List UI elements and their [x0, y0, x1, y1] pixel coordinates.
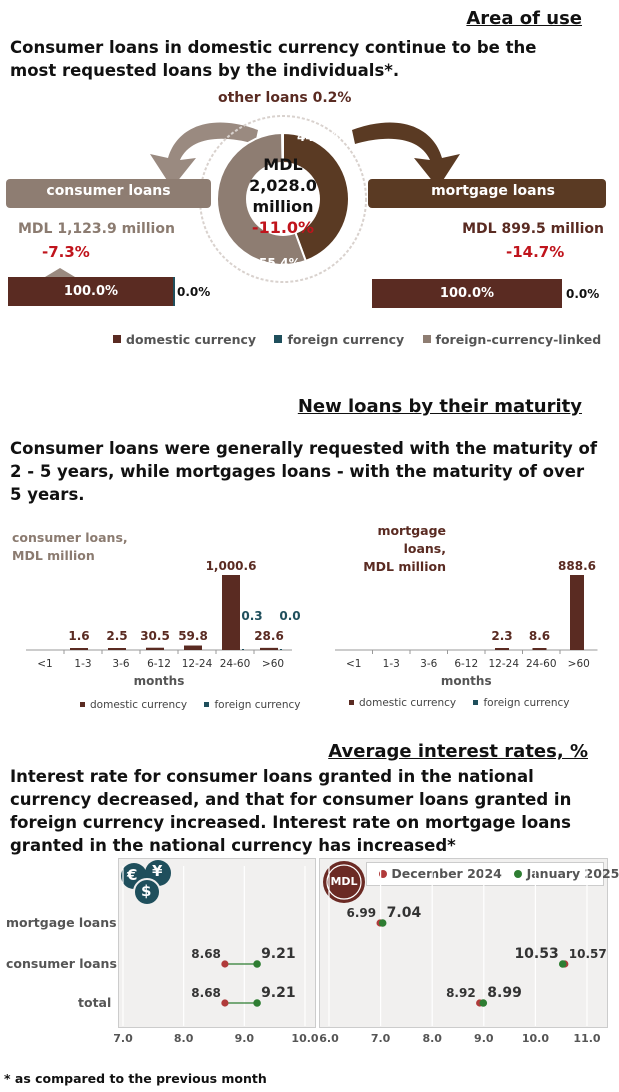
- dot-jan-2: [253, 999, 261, 1007]
- value-low-2: 8.92: [446, 986, 476, 1000]
- value-high-2: 8.99: [487, 985, 522, 1001]
- bar-domestic-6: [570, 575, 584, 650]
- maturity-lead: Consumer loans were generally requested with the maturity of 2 - 5 years, while mortgages loans - with the maturity of over 5 years.: [10, 439, 598, 504]
- label-domestic-5: 1,000.6: [205, 559, 257, 573]
- consumer-legend-domestic-label: domestic currency: [90, 698, 188, 711]
- mortgage-currency-bar: [372, 279, 562, 308]
- other-loans-share: other loans 0.2%: [218, 90, 352, 106]
- xtick-3: 9.0: [474, 1032, 494, 1045]
- bar-domestic-5: [222, 575, 240, 650]
- mortgage-loans-amount: MDL 899.5 million: [462, 221, 604, 237]
- label-domestic-6: 888.6: [558, 559, 596, 573]
- legend-linked: [423, 332, 602, 347]
- consumer-bar-tail: [173, 277, 175, 306]
- bar-domestic-2: [108, 648, 126, 650]
- bar-foreign-5: [242, 649, 244, 650]
- legend-foreign-label: foreign currency: [287, 331, 405, 347]
- legend-domestic-label: domestic currency: [126, 331, 257, 347]
- value-low-1: 8.68: [191, 947, 221, 961]
- dot-jan-0: [379, 919, 387, 927]
- value-high-1: 9.21: [261, 946, 296, 962]
- label-domestic-4: 2.3: [491, 629, 513, 643]
- xtick-1: 7.0: [370, 1032, 391, 1045]
- mortgage-maturity-title-2: MDL million: [363, 559, 446, 574]
- consumer-legend-foreign-label: foreign currency: [214, 698, 301, 711]
- area-of-use-title: Area of use: [466, 8, 582, 29]
- mdl-badge-text: MDL: [330, 875, 358, 888]
- tick-1: 1-3: [74, 658, 92, 670]
- dollar-symbol: $: [141, 882, 152, 900]
- xtick-0: 6.0: [319, 1032, 339, 1045]
- consumer-currency-bar: [8, 277, 174, 306]
- donut-center-total: [243, 154, 323, 238]
- dot-dec-1: [221, 960, 228, 967]
- mortgage-legend-domestic: [349, 697, 456, 709]
- xtick-0: 7.0: [113, 1032, 133, 1045]
- bar-domestic-4: [184, 646, 202, 650]
- value-low-1: 10.53: [514, 946, 559, 962]
- tick-6: >60: [567, 658, 590, 670]
- xtick-2: 8.0: [422, 1032, 442, 1045]
- dot-jan-1: [253, 960, 261, 968]
- consumer-maturity-svg-xlabel: months: [133, 674, 185, 688]
- mortgage-share-label: 44.4%: [297, 130, 339, 144]
- xtick-1: 8.0: [173, 1032, 194, 1045]
- rates-mdl-chart: [310, 858, 610, 1048]
- tick-0: <1: [37, 658, 53, 670]
- mortgage-loans-change: -14.7%: [506, 243, 565, 261]
- tick-6: >60: [261, 658, 285, 670]
- center-amount: 2,028.0: [249, 176, 317, 195]
- tick-0: <1: [346, 658, 362, 670]
- legend-jan-label: January 2025: [526, 866, 619, 881]
- label-foreign-6: 0.0: [279, 609, 301, 623]
- tick-4: 12-24: [488, 658, 520, 670]
- dot-jan-2: [479, 999, 487, 1007]
- center-change: -11.0%: [251, 218, 315, 237]
- consumer-loans-amount: MDL 1,123.9 million: [18, 221, 175, 237]
- value-high-2: 9.21: [261, 985, 296, 1001]
- dot-jan-1: [559, 960, 567, 968]
- rates-foreign-chart: [110, 858, 320, 1048]
- xtick-4: 10.0: [521, 1032, 549, 1045]
- xtick-5: 11.0: [573, 1032, 601, 1045]
- bar-domestic-4: [495, 648, 509, 650]
- mortgage-domestic-share: 100.0%: [439, 286, 495, 301]
- label-domestic-1: 1.6: [68, 629, 90, 643]
- tick-2: 3-6: [420, 658, 438, 670]
- mortgage-legend-foreign-label: foreign currency: [483, 696, 570, 709]
- value-low-2: 8.68: [191, 986, 221, 1000]
- mortgage-maturity-title-1: mortgage loans,: [377, 523, 446, 556]
- mortgage-arrow-icon: [352, 123, 460, 188]
- label-domestic-5: 8.6: [528, 629, 551, 643]
- rates-row-label-total: total: [78, 995, 112, 1010]
- tick-2: 3-6: [112, 658, 130, 670]
- consumer-maturity-title-2: MDL million: [12, 548, 95, 563]
- consumer-share-label: 55.4%: [259, 256, 301, 270]
- tick-3: 6-12: [454, 658, 479, 670]
- xtick-2: 9.0: [234, 1032, 255, 1045]
- mortgage-legend-foreign: [473, 697, 569, 709]
- mortgage-foreign-share: 0.0%: [566, 287, 600, 301]
- legend-foreign: [274, 332, 404, 347]
- bar-domestic-6: [260, 648, 278, 650]
- value-high-0: 7.04: [386, 905, 422, 921]
- bar-domestic-3: [146, 648, 164, 650]
- currency-legend: [113, 331, 615, 347]
- tick-3: 6-12: [147, 658, 171, 670]
- consumer-domestic-share: 100.0%: [63, 284, 119, 299]
- yen-symbol: ¥: [152, 862, 163, 880]
- mortgage-maturity-svg-xlabel: months: [440, 674, 492, 688]
- center-currency: MDL: [263, 155, 303, 174]
- label-foreign-5: 0.3: [241, 609, 263, 623]
- xtick-3: 10.0: [291, 1032, 319, 1045]
- mortgage-maturity-chart: [333, 560, 598, 690]
- mortgage-maturity-legend: [349, 696, 583, 709]
- consumer-loans-change: -7.3%: [42, 243, 90, 261]
- rates-title: Average interest rates, %: [328, 741, 588, 762]
- footnote: * as compared to the previous month: [4, 1071, 267, 1086]
- label-domestic-6: 28.6: [254, 629, 284, 643]
- consumer-maturity-legend: [80, 698, 314, 711]
- value-low-0: 6.99: [346, 906, 377, 920]
- rates-lead: Interest rate for consumer loans granted in the national currency decreased, and that for consumer loans granted in foreign currency increased. Interest rate on mortgage loans granted in the national currency has increased*: [10, 767, 572, 855]
- consumer-legend-foreign: [204, 699, 300, 711]
- consumer-legend-domestic: [80, 699, 187, 711]
- tick-5: 24-60: [219, 658, 251, 670]
- mortgage-legend-domestic-label: domestic currency: [359, 696, 457, 709]
- consumer-loans-label: consumer loans: [46, 183, 171, 199]
- label-domestic-2: 2.5: [106, 629, 128, 643]
- bar-foreign-6: [280, 649, 282, 650]
- tick-4: 12-24: [181, 658, 213, 670]
- legend-dec-label: December 2024: [391, 866, 502, 881]
- maturity-title: New loans by their maturity: [297, 396, 582, 417]
- label-domestic-3: 30.5: [140, 629, 170, 643]
- tick-5: 24-60: [525, 658, 557, 670]
- rates-row-label-mortgage: mortgage loans: [6, 915, 117, 930]
- label-domestic-4: 59.8: [178, 629, 208, 643]
- rates-row-label-consumer: consumer loans: [6, 956, 117, 971]
- consumer-foreign-share: 0.0%: [177, 285, 211, 299]
- consumer-maturity-title-1: consumer loans,: [12, 530, 128, 545]
- tick-1: 1-3: [382, 658, 400, 670]
- area-of-use-lead: Consumer loans in domestic currency continue to be the most requested loans by the individuals*.: [10, 38, 537, 80]
- bar-domestic-5: [533, 648, 547, 650]
- bar-domestic-1: [70, 648, 88, 650]
- dot-dec-2: [221, 999, 228, 1006]
- center-unit: million: [252, 197, 314, 216]
- euro-symbol: €: [127, 866, 138, 884]
- value-high-1: 10.57: [568, 947, 607, 961]
- mortgage-loans-label: mortgage loans: [431, 183, 555, 199]
- consumer-maturity-chart: [20, 560, 320, 690]
- legend-domestic: [113, 332, 256, 347]
- legend-linked-label: foreign-currency-linked: [435, 331, 602, 347]
